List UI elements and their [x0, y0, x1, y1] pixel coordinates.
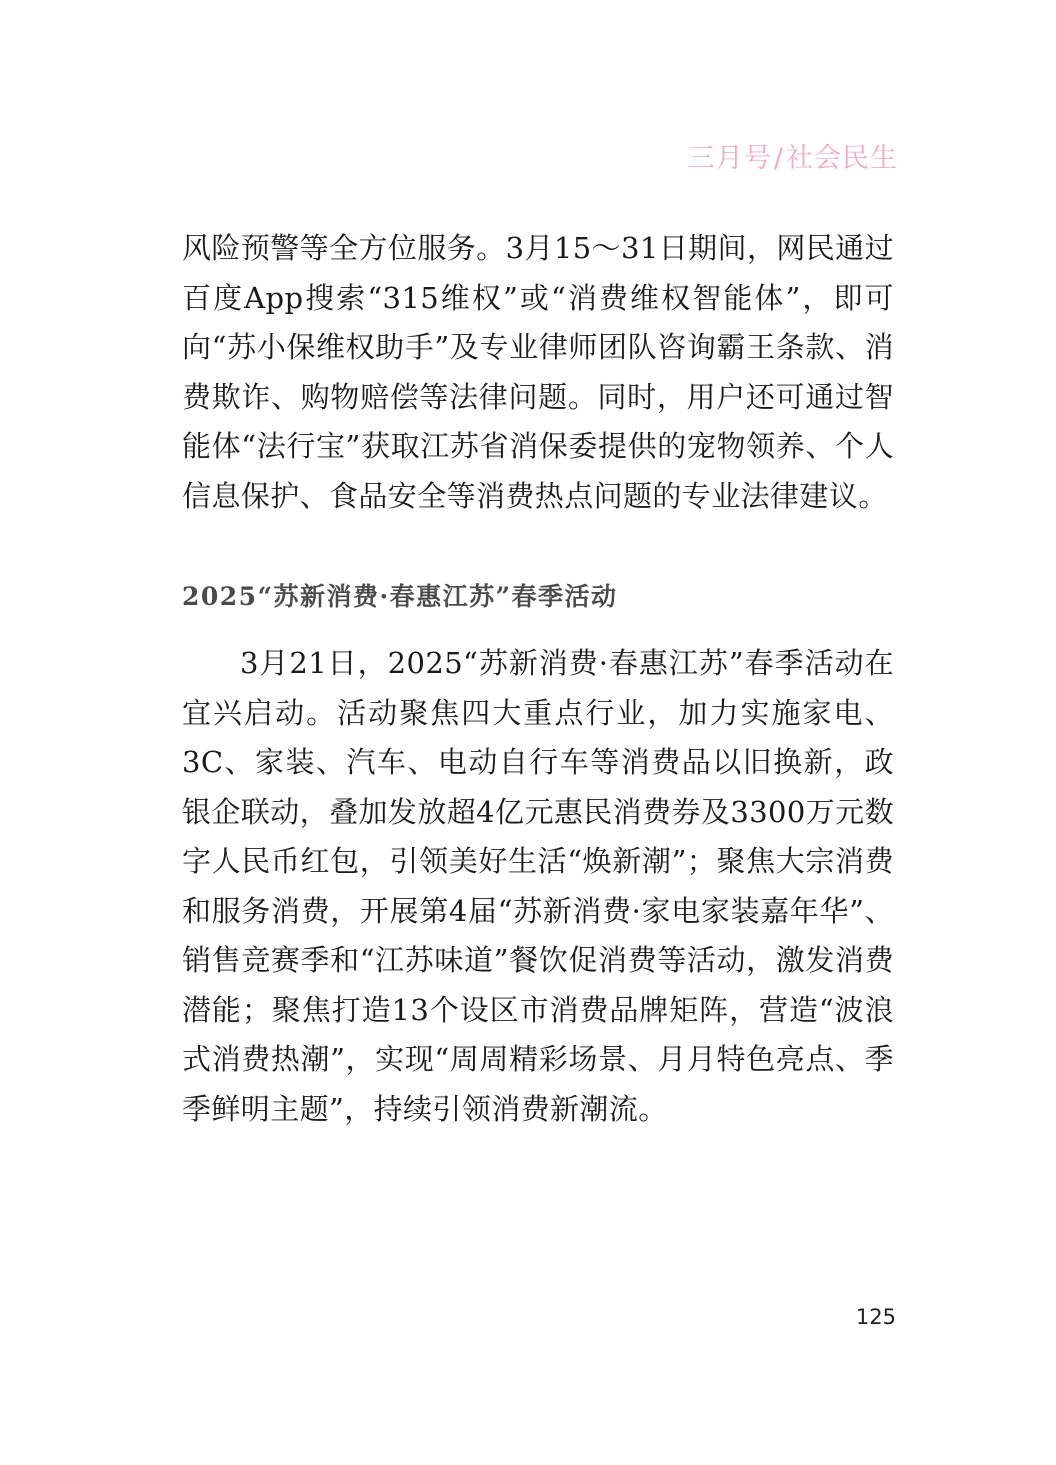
body-paragraph: 3月21日，2025“苏新消费·春惠江苏”春季活动在宜兴启动。活动聚焦四大重点行业，加力实施家电、3C、家装、汽车、电动自行车等消费品以旧换新，政银企联动，叠加发放超4亿元惠民消费券及3300万元数字人民币红包，引领美好生活“焕新潮”；聚焦大宗消费和服务消费，开展第4届“苏新消费·家电家装嘉年华”、销售竞赛季和“江苏味道”餐饮促消费等活动，激发消费潜能；聚焦打造13个设区市消费品牌矩阵，营造“波浪式消费热潮”，实现“周周精彩场景、月月特色亮点、季季鲜明主题”，持续引领消费新潮流。 — [182, 646, 894, 1126]
section-label: 社会民生 — [786, 143, 898, 174]
header-separator: / — [773, 143, 784, 174]
page-number: 125 — [855, 1305, 896, 1329]
issue-label: 三月号 — [687, 143, 772, 174]
article-body — [182, 224, 894, 1134]
section-heading: 2025“苏新消费·春惠江苏”春季活动 — [182, 582, 618, 611]
running-header — [688, 136, 898, 175]
intro-paragraph: 风险预警等全方位服务。3月15～31日期间，网民通过百度App搜索“315维权”或“消费维权智能体”，即可向“苏小保维权助手”及专业律师团队咨询霸王条款、消费欺诈、购物赔偿等法律问题。同时，用户还可通过智能体“法行宝”获取江苏省消保委提供的宠物领养、个人信息保护、食品安全等消费热点问题的专业法律建议。 — [182, 231, 894, 513]
